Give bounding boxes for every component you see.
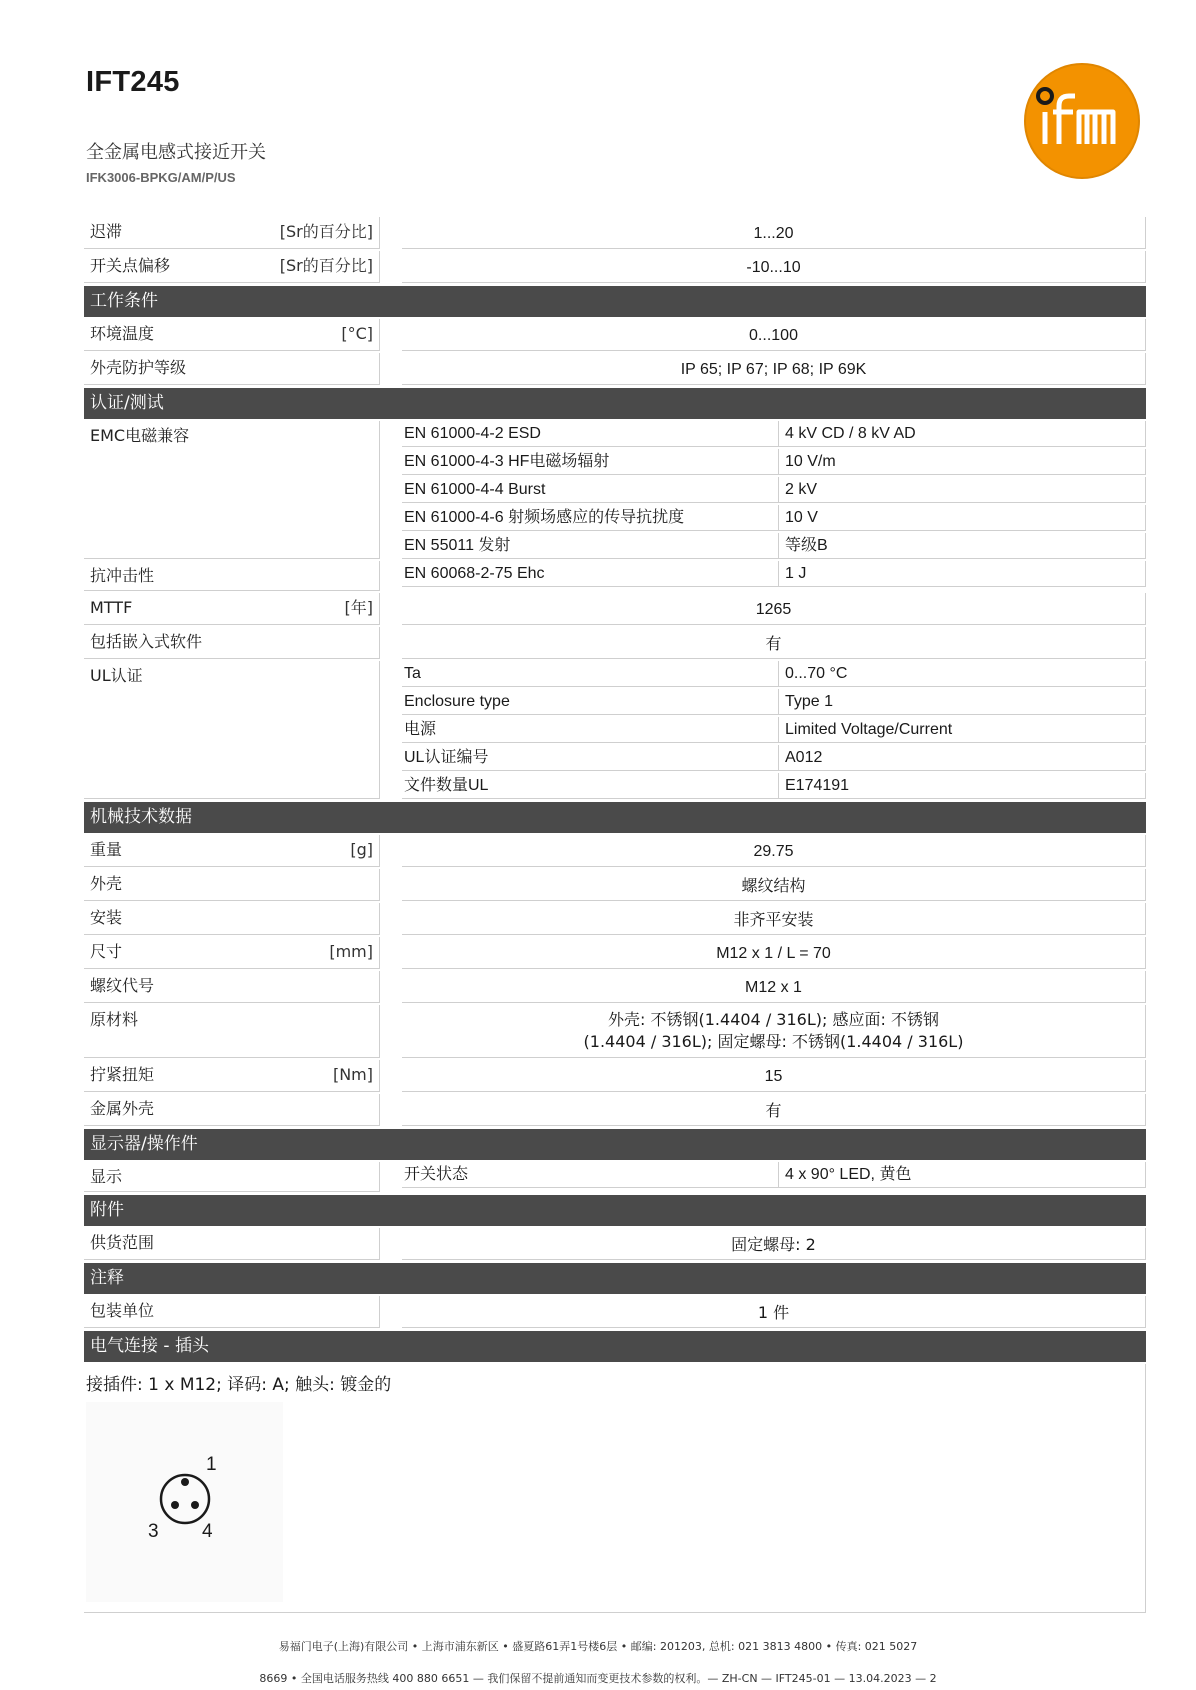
spec-row-dimensions — [84, 937, 1146, 969]
emc-row — [402, 533, 1146, 559]
row-unit: [年] — [344, 598, 373, 617]
row-unit: [°C] — [341, 324, 373, 343]
row-value: 非齐平安装 — [402, 903, 1146, 935]
row-label: 重量 — [90, 840, 123, 859]
section-header-accessories: 附件 — [84, 1195, 1146, 1226]
page-title: IFT245 — [86, 66, 180, 98]
row-value: 有 — [402, 1094, 1146, 1126]
emc-standard: EN 61000-4-4 Burst — [402, 477, 779, 502]
ul-row — [402, 745, 1146, 771]
footer-notice: 8669 • 全国电话服务热线 400 880 6651 — 我们保留不提前通知而变更技术参数的权利。— ZH-CN — IFT245-01 — 13.04.2023 — 2 — [259, 1672, 937, 1685]
footer-address: 易福门电子(上海)有限公司 • 上海市浦东新区 • 盛夏路61弄1号楼6层 • 邮编: 201203, 总机: 021 3813 4800 • 传真: 021 5027 — [278, 1640, 918, 1653]
spec-row-scope-of-delivery — [84, 1228, 1146, 1260]
row-label: 螺纹代号 — [90, 976, 155, 995]
ul-key: UL认证编号 — [402, 745, 779, 770]
pin-3-dot — [171, 1501, 179, 1509]
row-label: 拧紧扭矩 — [90, 1065, 155, 1084]
shock-standard: EN 60068-2-75 Ehc — [402, 561, 779, 586]
row-label: 金属外壳 — [90, 1099, 155, 1118]
row-label: 包括嵌入式软件 — [90, 632, 203, 651]
row-label: 外壳防护等级 — [90, 358, 187, 377]
connection-panel — [84, 1364, 1146, 1613]
row-value — [402, 1005, 1146, 1058]
row-value: IP 65; IP 67; IP 68; IP 69K — [402, 353, 1146, 385]
emc-standard: EN 55011 发射 — [402, 533, 779, 558]
row-unit: [g] — [350, 840, 373, 859]
row-value: 15 — [402, 1060, 1146, 1092]
emc-row — [402, 449, 1146, 475]
emc-row — [402, 505, 1146, 531]
ul-row — [402, 689, 1146, 715]
ifm-logo — [1023, 62, 1141, 180]
row-value: 有 — [402, 627, 1146, 659]
spec-row-ambient-temp — [84, 319, 1146, 351]
spec-row-packaging-unit — [84, 1296, 1146, 1328]
ul-subtable — [402, 661, 1146, 799]
row-label: 抗冲击性 — [90, 566, 155, 585]
row-label: UL认证 — [90, 666, 143, 685]
display-value: 4 x 90° LED, 黄色 — [779, 1162, 1146, 1187]
row-unit: [Nm] — [332, 1065, 373, 1084]
shock-row — [402, 561, 1146, 587]
row-label: 环境温度 — [90, 324, 155, 343]
row-value: 1265 — [402, 593, 1146, 625]
emc-value: 10 V — [779, 505, 1146, 530]
connector-description: 接插件: 1 x M12; 译码: A; 触头: 镀金的 — [86, 1375, 392, 1395]
emc-row — [402, 477, 1146, 503]
row-value: 0...100 — [402, 319, 1146, 351]
spec-row-protection — [84, 353, 1146, 385]
section-header-connection: 电气连接 - 插头 — [84, 1331, 1146, 1362]
section-header-mechanical: 机械技术数据 — [84, 802, 1146, 833]
spec-row-mounting — [84, 903, 1146, 935]
pin-1-dot — [181, 1478, 189, 1486]
row-value: M12 x 1 — [402, 971, 1146, 1003]
emc-standard: EN 61000-4-3 HF电磁场辐射 — [402, 449, 779, 474]
ul-key: Enclosure type — [402, 689, 779, 714]
row-label: 外壳 — [90, 874, 123, 893]
row-label: 显示 — [90, 1167, 123, 1186]
row-label: 安装 — [90, 908, 123, 927]
row-unit: [Sr的百分比] — [279, 222, 373, 241]
spec-table — [84, 217, 1146, 1613]
row-value: 固定螺母: 2 — [402, 1228, 1146, 1260]
spec-row-torque — [84, 1060, 1146, 1092]
emc-subtable — [402, 421, 1146, 559]
emc-row — [402, 421, 1146, 447]
ul-value: Type 1 — [779, 689, 1146, 714]
materials-line: (1.4404 / 316L); 固定螺母: 不锈钢(1.4404 / 316L) — [583, 1032, 964, 1051]
ul-key: 电源 — [402, 717, 779, 742]
row-unit: [mm] — [329, 942, 373, 961]
pin-4-dot — [191, 1501, 199, 1509]
spec-row-emc — [84, 421, 1146, 559]
row-label: 供货范围 — [90, 1233, 155, 1252]
spec-row-switch-point-drift — [84, 251, 1146, 283]
row-value: -10...10 — [402, 251, 1146, 283]
ul-value: E174191 — [779, 773, 1146, 798]
emc-standard: EN 61000-4-2 ESD — [402, 421, 779, 446]
spec-row-embedded-software — [84, 627, 1146, 659]
display-row — [402, 1162, 1146, 1188]
section-header-display: 显示器/操作件 — [84, 1129, 1146, 1160]
spec-row-housing — [84, 869, 1146, 901]
pin-label-3: 3 — [148, 1521, 159, 1542]
emc-value: 4 kV CD / 8 kV AD — [779, 421, 1146, 446]
pin-label-1: 1 — [206, 1454, 217, 1475]
materials-line: 外壳: 不锈钢(1.4404 / 316L); 感应面: 不锈钢 — [608, 1010, 939, 1029]
row-value: M12 x 1 / L = 70 — [402, 937, 1146, 969]
spec-row-shock — [84, 561, 1146, 591]
spec-row-hysteresis — [84, 217, 1146, 249]
row-label: 尺寸 — [90, 942, 123, 961]
section-header-approvals: 认证/测试 — [84, 388, 1146, 419]
display-key: 开关状态 — [402, 1162, 779, 1187]
row-value: 1 件 — [402, 1296, 1146, 1328]
ul-row — [402, 661, 1146, 687]
emc-value: 等级B — [779, 533, 1146, 558]
row-label: 原材料 — [90, 1010, 139, 1029]
ul-key: 文件数量UL — [402, 773, 779, 798]
row-label: 包装单位 — [90, 1301, 155, 1320]
spec-row-display — [84, 1162, 1146, 1192]
product-description: 全金属电感式接近开关 — [86, 142, 266, 163]
row-label: 开关点偏移 — [90, 256, 171, 275]
row-value: 29.75 — [402, 835, 1146, 867]
ul-row — [402, 773, 1146, 799]
row-label: EMC电磁兼容 — [90, 426, 190, 445]
pin-label-4: 4 — [202, 1521, 213, 1542]
row-label: 迟滞 — [90, 222, 123, 241]
emc-standard: EN 61000-4-6 射频场感应的传导抗扰度 — [402, 505, 779, 530]
spec-row-materials — [84, 1005, 1146, 1058]
row-value: 螺纹结构 — [402, 869, 1146, 901]
spec-row-weight — [84, 835, 1146, 867]
ul-key: Ta — [402, 661, 779, 686]
shock-value: 1 J — [779, 561, 1146, 586]
emc-value: 10 V/m — [779, 449, 1146, 474]
section-header-remarks: 注释 — [84, 1263, 1146, 1294]
ul-value: Limited Voltage/Current — [779, 717, 1146, 742]
spec-row-mttf — [84, 593, 1146, 625]
ul-value: A012 — [779, 745, 1146, 770]
spec-row-thread — [84, 971, 1146, 1003]
spec-row-metal-housing — [84, 1094, 1146, 1126]
emc-value: 2 kV — [779, 477, 1146, 502]
part-number: IFK3006-BPKG/AM/P/US — [86, 170, 236, 185]
ul-value: 0...70 °C — [779, 661, 1146, 686]
section-header-operating: 工作条件 — [84, 286, 1146, 317]
spec-row-ul — [84, 661, 1146, 799]
row-label: MTTF — [90, 598, 133, 617]
pin-diagram — [86, 1402, 283, 1602]
row-unit: [Sr的百分比] — [279, 256, 373, 275]
ul-row — [402, 717, 1146, 743]
row-value: 1...20 — [402, 217, 1146, 249]
